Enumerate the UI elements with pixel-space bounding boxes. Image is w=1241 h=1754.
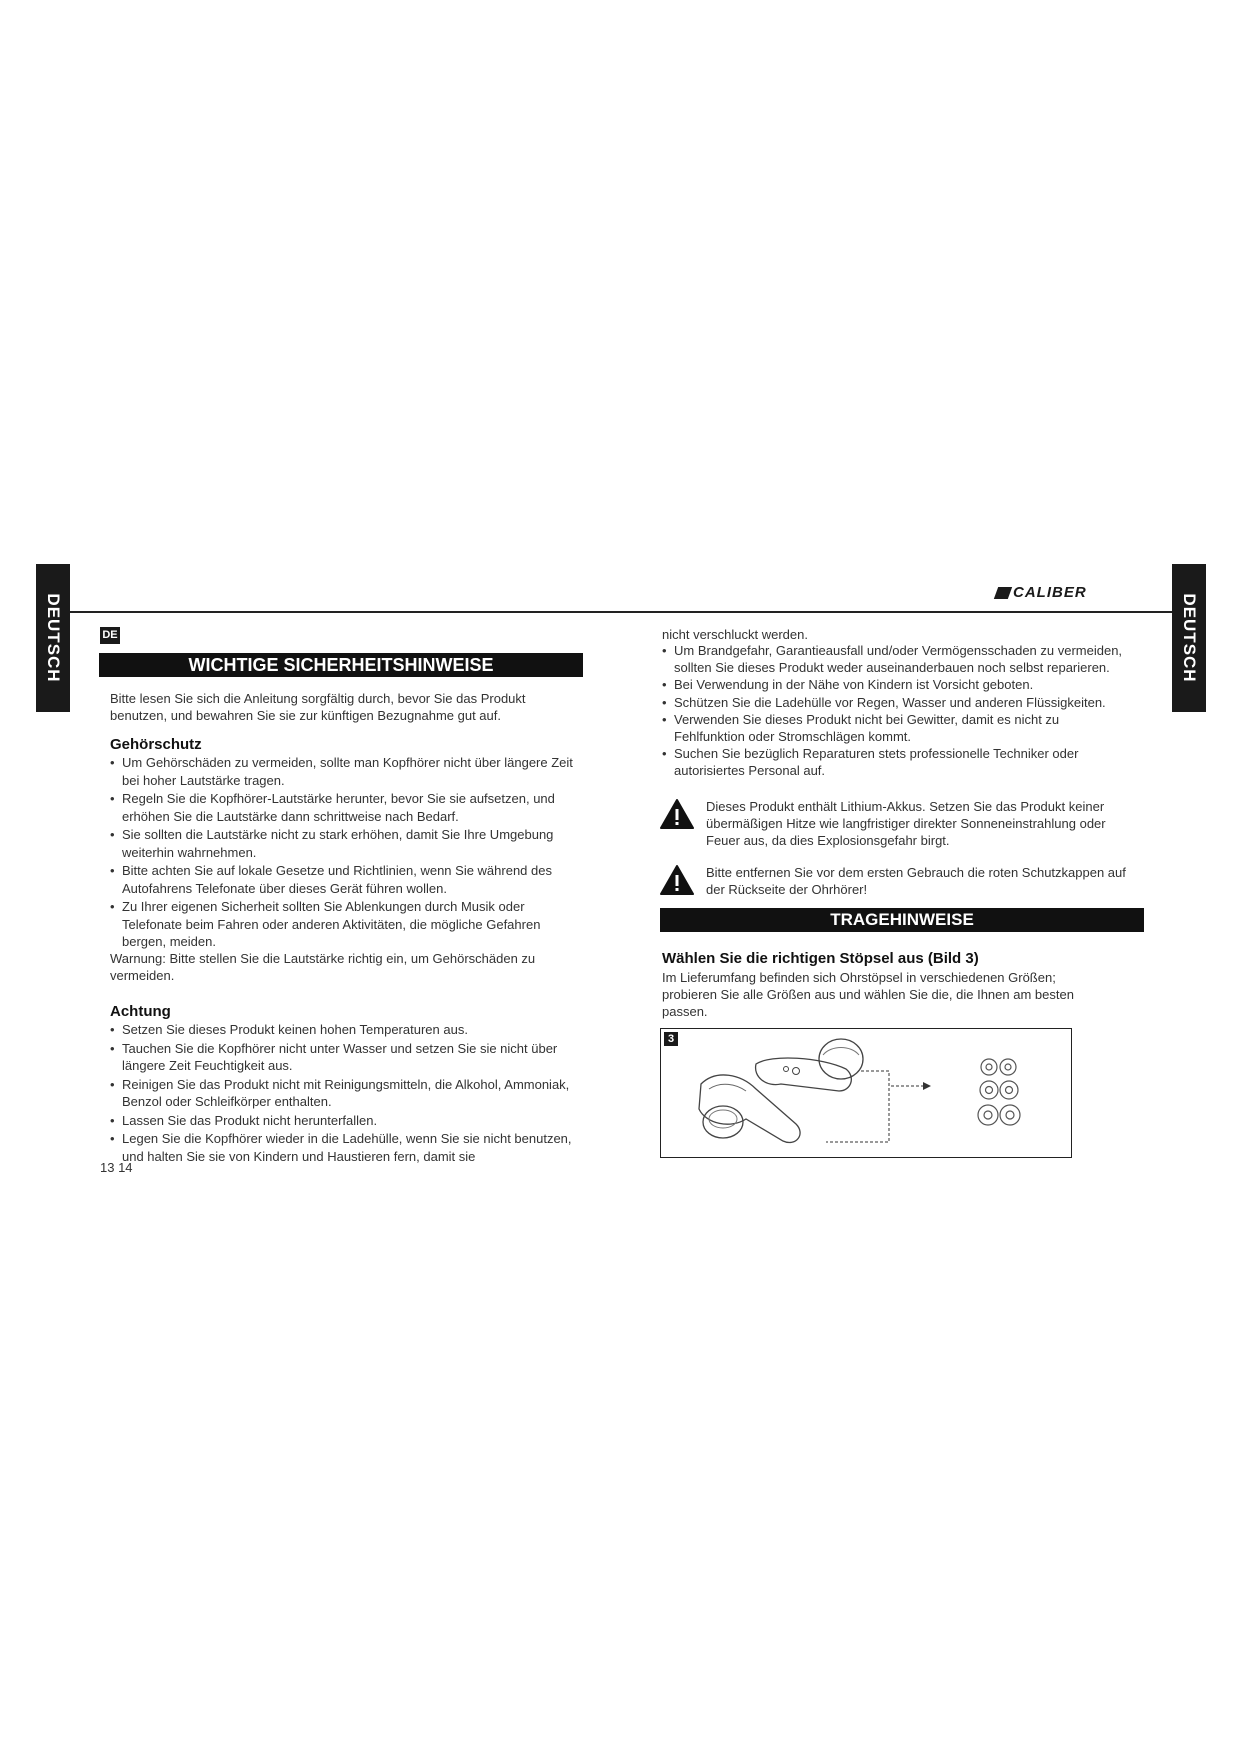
safety-list-continued	[662, 643, 1132, 780]
brand-name: CALIBER	[1013, 584, 1087, 601]
caution-list	[110, 1021, 580, 1166]
hearing-list	[110, 754, 582, 952]
earbud-illustration	[661, 1029, 1071, 1157]
list-item: • Bitte achten Sie auf lokale Gesetze und Richtlinien, wenn Sie während des Autofahrens Telefonate über dieses Gerät führen wollen.	[110, 862, 582, 897]
side-tab-label: DEUTSCH	[44, 593, 63, 683]
language-badge: DE	[100, 627, 120, 644]
warning-icon	[660, 798, 694, 830]
cap-warning	[660, 864, 1130, 898]
caution-title: Achtung	[110, 1003, 171, 1020]
battery-warning	[660, 798, 1130, 849]
list-item: • Verwenden Sie dieses Produkt nicht bei Gewitter, damit es nicht zu Fehlfunktion oder Stromschlägen kommt.	[662, 712, 1132, 745]
header-rule	[70, 611, 1172, 613]
list-item: • Bei Verwendung in der Nähe von Kindern ist Vorsicht geboten.	[662, 677, 1132, 694]
list-item: • Um Brandgefahr, Garantieausfall und/oder Vermögensschaden zu vermeiden, sollten Sie dieses Produkt weder auseinanderbauen noch selbst reparieren.	[662, 643, 1132, 676]
side-tab-left	[36, 564, 70, 712]
list-item: • Lassen Sie das Produkt nicht herunterfallen.	[110, 1112, 580, 1130]
warning-icon	[660, 864, 694, 896]
side-tab-label: DEUTSCH	[1180, 593, 1199, 683]
list-item: • Schützen Sie die Ladehülle vor Regen, Wasser und anderen Flüssigkeiten.	[662, 695, 1132, 712]
wearing-heading: TRAGEHINWEISE	[660, 908, 1144, 932]
eartip-text: Im Lieferumfang befinden sich Ohrstöpsel in verschiedenen Größen; probieren Sie alle Größen aus und wählen Sie die, die Ihnen am besten passen.	[662, 970, 1074, 1019]
figure-3	[660, 1028, 1072, 1158]
list-item: • Suchen Sie bezüglich Reparaturen stets professionelle Techniker oder autorisiertes Personal auf.	[662, 746, 1132, 779]
safety-heading: WICHTIGE SICHERHEITSHINWEISE	[99, 653, 583, 677]
page-numbers: 13 14	[100, 1160, 133, 1175]
hearing-title: Gehörschutz	[110, 736, 202, 753]
continued-text: nicht verschluckt werden.	[662, 627, 808, 642]
figure-number: 3	[664, 1032, 678, 1046]
list-item: • Legen Sie die Kopfhörer wieder in die Ladehülle, wenn Sie sie nicht benutzen, und halten Sie sie von Kindern und Haustieren fern, damit sie	[110, 1130, 580, 1165]
side-tab-right	[1172, 564, 1206, 712]
list-item: • Setzen Sie dieses Produkt keinen hohen Temperaturen aus.	[110, 1021, 580, 1039]
list-item: • Reinigen Sie das Produkt nicht mit Reinigungsmitteln, die Alkohol, Ammoniak, Benzol oder Schleifkörper enthalten.	[110, 1076, 580, 1111]
brand-mark-icon	[994, 587, 1012, 599]
eartip-title: Wählen Sie die richtigen Stöpsel aus (Bild 3)	[662, 950, 979, 967]
list-item: • Sie sollten die Lautstärke nicht zu stark erhöhen, damit Sie Ihre Umgebung weiterhin wahrnehmen.	[110, 826, 582, 861]
list-item: • Tauchen Sie die Kopfhörer nicht unter Wasser und setzen Sie sie nicht über längere Zeit Feuchtigkeit aus.	[110, 1040, 580, 1075]
list-item: • Um Gehörschäden zu vermeiden, sollte man Kopfhörer nicht über längere Zeit bei hoher Lautstärke tragen.	[110, 754, 582, 789]
intro-text: Bitte lesen Sie sich die Anleitung sorgfältig durch, bevor Sie das Produkt benutzen, und bewahren Sie sie zur künftigen Bezugnahme gut auf.	[110, 691, 526, 723]
list-item: • Regeln Sie die Kopfhörer-Lautstärke herunter, bevor Sie sie aufsetzen, und erhöhen Sie die Lautstärke dann schrittweise nach Bedarf.	[110, 790, 582, 825]
list-item: • Zu Ihrer eigenen Sicherheit sollten Sie Ablenkungen durch Musik oder Telefonate beim Fahren oder anderen Aktivitäten, die mögliche Gefahren bergen, meiden.	[110, 898, 582, 951]
warning-text-1: Dieses Produkt enthält Lithium-Akkus. Setzen Sie das Produkt keiner übermäßigen Hitze wie langfristiger direkter Sonneneinstrahlung oder Feuer aus, da dies Explosionsgefahr birgt.	[706, 799, 1106, 848]
warning-text: Warnung: Bitte stellen Sie die Lautstärke richtig ein, um Gehörschäden zu vermeiden.	[110, 951, 536, 983]
brand-logo	[996, 584, 1087, 601]
warning-text-2: Bitte entfernen Sie vor dem ersten Gebrauch die roten Schutzkappen auf der Rückseite der Ohrhörer!	[706, 865, 1126, 897]
